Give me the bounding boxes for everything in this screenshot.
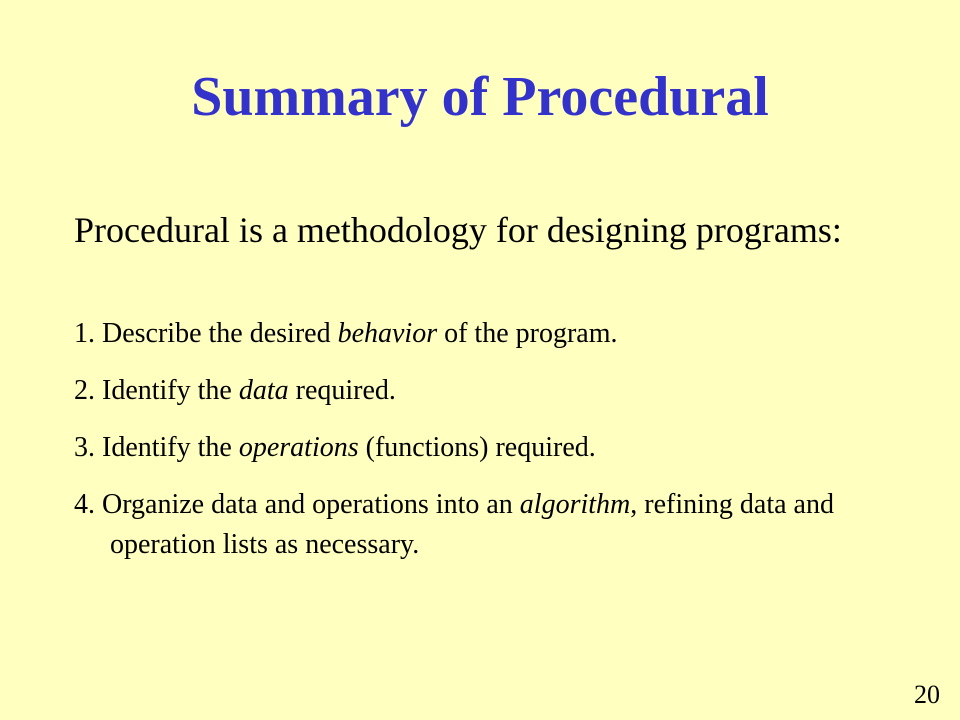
step-text: Describe the desired	[102, 318, 331, 349]
step-text: , refining data and operation lists as necessary.	[110, 489, 834, 560]
step-2	[74, 371, 910, 411]
intro-text: Procedural is a methodology for designing programs:	[74, 210, 842, 250]
step-number: 2.	[74, 375, 95, 406]
step-emphasis: algorithm	[519, 489, 631, 520]
step-1	[74, 314, 910, 354]
step-text: Organize data and operations into an	[102, 489, 513, 520]
step-text: required.	[295, 375, 396, 406]
step-text: (functions) required.	[365, 432, 596, 463]
step-3	[74, 428, 910, 468]
step-text: of the program.	[444, 318, 618, 349]
step-text: Identify the	[102, 432, 232, 463]
step-4	[74, 485, 910, 565]
page-number: 20	[914, 680, 940, 709]
step-number: 1.	[74, 318, 95, 349]
slide-title: Summary of Procedural	[191, 66, 769, 128]
step-emphasis: data	[238, 375, 289, 406]
step-text: Identify the	[102, 375, 232, 406]
step-emphasis: behavior	[337, 318, 438, 349]
step-number: 4.	[74, 489, 95, 520]
step-emphasis: operations	[238, 432, 359, 463]
step-number: 3.	[74, 432, 95, 463]
